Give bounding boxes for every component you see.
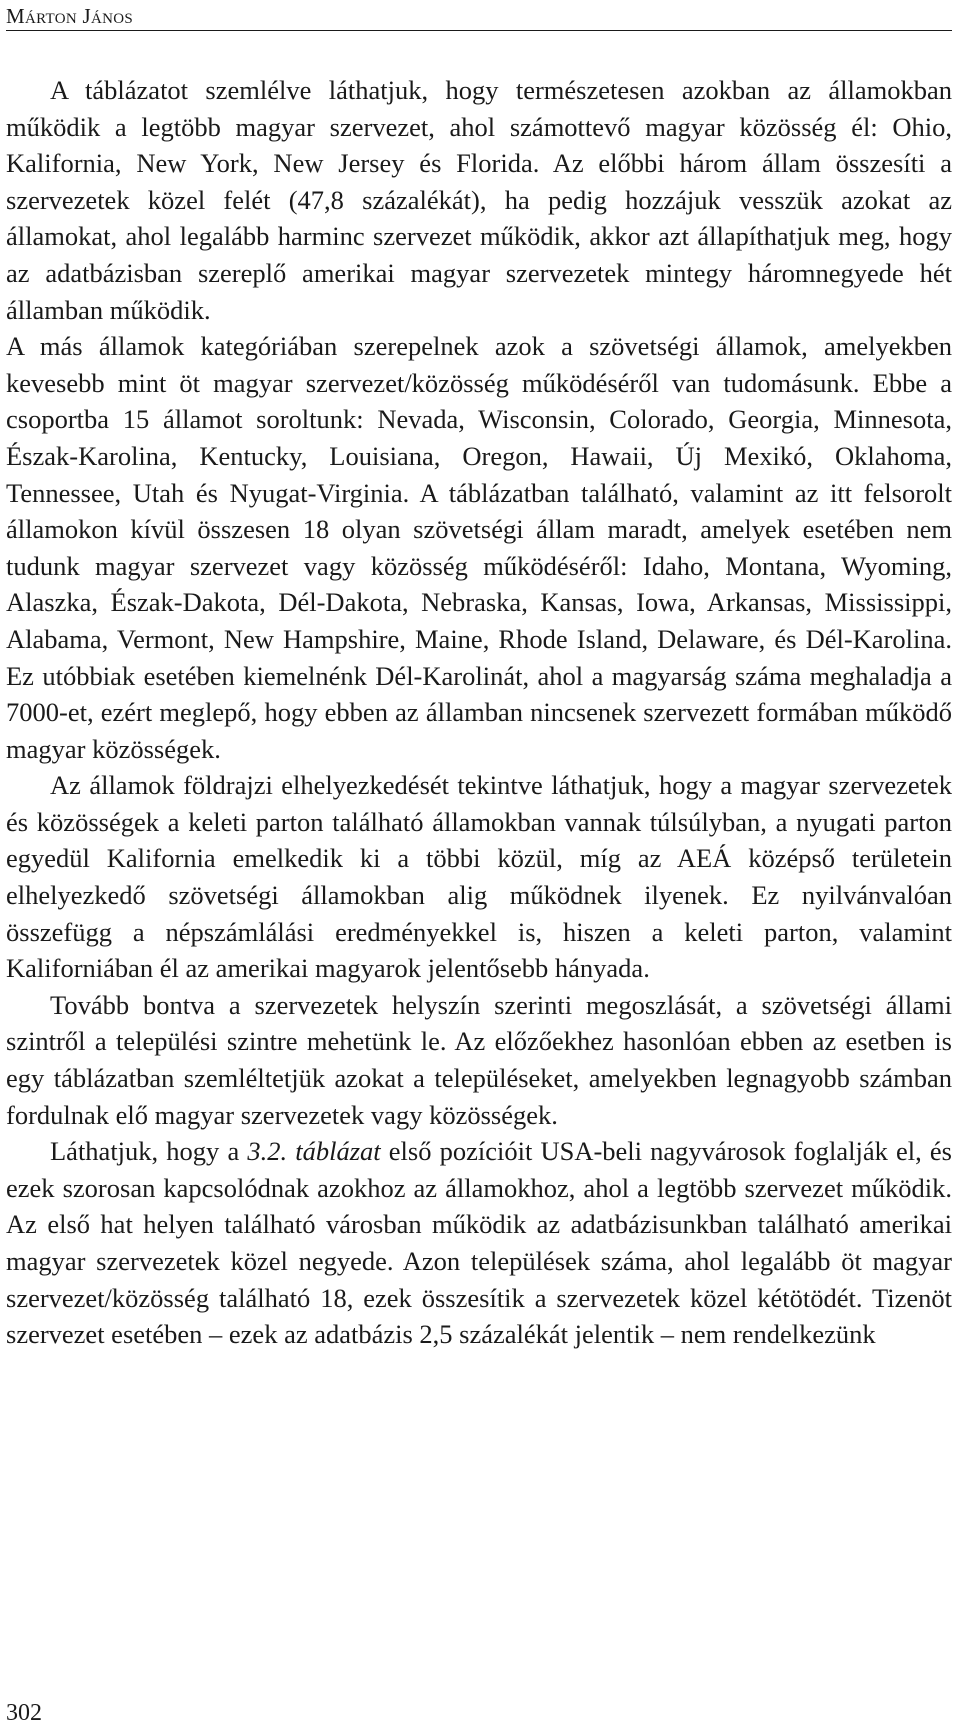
paragraph-3: Az államok földrajzi elhelyezkedését tekintve láthatjuk, hogy a magyar szervezetek és közösségek a keleti parton található államokban vannak túlsúlyban, a nyugati parton egyedül Kalifornia emelkedik ki a többi közül, míg az AEÁ középső területein elhelyezkedő szövetségi államokban alig működnek ilyenek. Ez nyilvánvalóan összefügg a népszámlálási eredményekkel is, hiszen a keleti parton, valamint Kaliforniában él az amerikai magyarok jelentősebb hányada.: [6, 770, 952, 984]
body-text: [6, 72, 952, 1353]
paragraph-5: [6, 1133, 952, 1353]
paragraph-5-rest: első pozícióit USA-beli nagyvárosok foglalják el, és ezek szorosan kapcsolódnak azokhoz az államokhoz, ahol a legtöbb szervezet működik. Az első hat helyen található városban működik az adatbázisunkban található amerikai magyar szervezetek közel negyede. Azon települések száma, ahol legalább öt magyar szervezet/közösség található 18, ezek összesítik a szervezetek közel kétötödét. Tizenöt szervezet esetében – ezek az adatbázis 2,5 százalékát jelentik – nem rendelkezünk: [6, 1136, 952, 1350]
paragraph-5-start: Láthatjuk, hogy a: [50, 1136, 248, 1167]
paragraph-1: A táblázatot szemlélve láthatjuk, hogy természetesen azokban az államokban működik a legtöbb magyar szervezet, ahol számottevő magyar közösség él: Ohio, Kalifornia, New York, New Jersey és Florida. Az előbbi három állam összesíti a szervezetek közel felét (47,8 százalékát), ha pedig hozzájuk vesszük azokat az államokat, ahol legalább harminc szervezet működik, akkor azt állapíthatjuk meg, hogy az adatbázisban szereplő amerikai magyar szervezetek mintegy háromnegyede hét államban működik.: [6, 75, 952, 325]
table-reference: 3.2. táblázat: [247, 1136, 381, 1167]
running-header: [6, 2, 952, 31]
page-number: 302: [6, 1700, 42, 1726]
paragraph-4: Tovább bontva a szervezetek helyszín szerinti megoszlását, a szövetségi állami szintről a települési szintre mehetünk le. Az előzőekhez hasonlóan ebben az esetben is egy táblázatban szemléltetjük azokat a településeket, amelyekben legnagyobb számban fordulnak elő magyar szervezetek vagy közösségek.: [6, 989, 952, 1130]
running-header-author: Márton János: [6, 4, 134, 28]
paragraph-2: A más államok kategóriában szerepelnek azok a szövetségi államok, amelyekben kevesebb mint öt magyar szervezet/közösség működéséről van tudomásunk. Ebbe a csoportba 15 államot soroltunk: Nevada, Wisconsin, Colorado, Georgia, Minnesota, Észak-Karolina, Kentucky, Louisiana, Oregon, Hawaii, Új Mexikó, Oklahoma, Tennessee, Utah és Nyugat-Virginia. A táblázatban található, valamint az itt felsorolt államokon kívül összesen 18 olyan szövetségi állam maradt, amelyek esetében nem tudunk magyar szervezet vagy közösség működéséről: Idaho, Montana, Wyoming, Alaszka, Észak-Dakota, Dél-Dakota, Nebraska, Kansas, Iowa, Arkansas, Mississippi, Alabama, Vermont, New Hampshire, Maine, Rhode Island, Delaware, és Dél-Karolina. Ez utóbbiak esetében kiemelnénk Dél-Karolinát, ahol a magyarság száma meghaladja a 7000-et, ezért meglepő, hogy ebben az államban nincsenek szervezett formában működő magyar közösségek.: [6, 331, 952, 764]
